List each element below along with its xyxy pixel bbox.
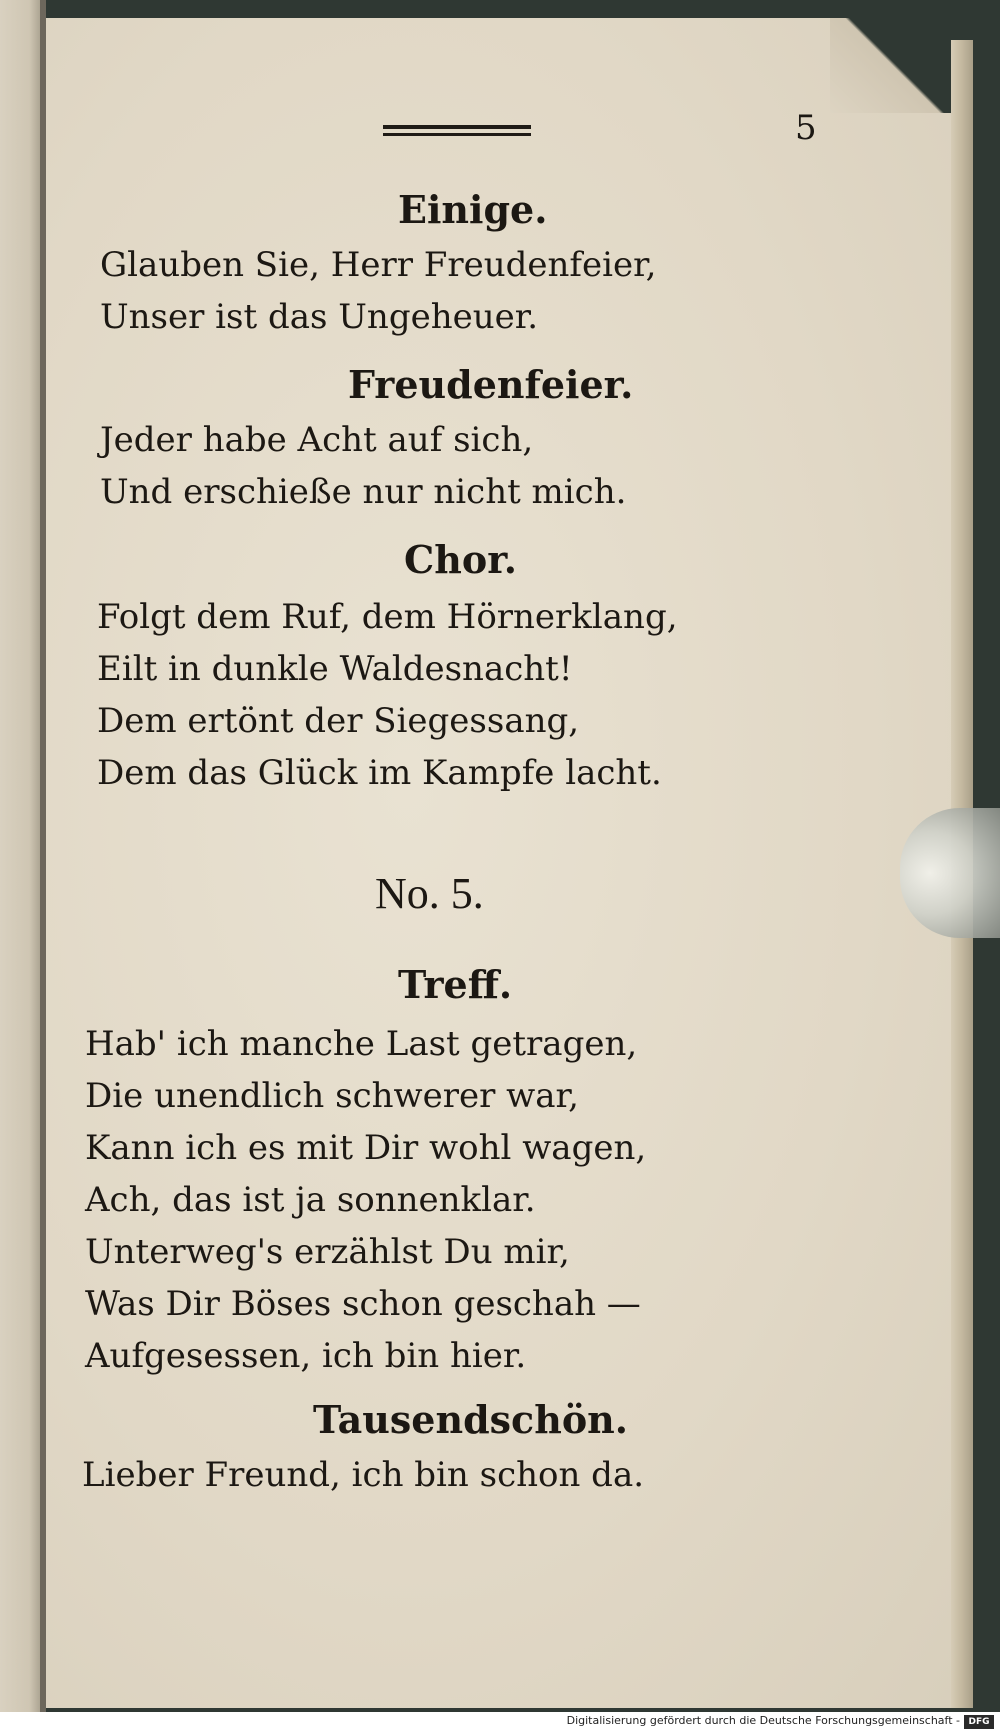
verse-line: Die unendlich schwerer war, xyxy=(85,1076,579,1116)
verse-line: Was Dir Böses schon geschah — xyxy=(85,1284,641,1324)
verse-line: Unser ist das Ungeheuer. xyxy=(100,297,539,337)
speaker-freudenfeier: Freudenfeier. xyxy=(348,362,634,407)
page-holder-clip xyxy=(900,808,1000,938)
page-number: 5 xyxy=(795,108,817,148)
funding-credit: Digitalisierung gefördert durch die Deutsche Forschungsgemeinschaft - xyxy=(566,1714,960,1727)
speaker-treff: Treff. xyxy=(398,962,513,1007)
verse-line: Ach, das ist ja sonnenklar. xyxy=(85,1180,536,1220)
verse-line: Lieber Freund, ich bin schon da. xyxy=(82,1455,645,1495)
facing-page-edge xyxy=(0,0,42,1712)
verse-line: Folgt dem Ruf, dem Hörnerklang, xyxy=(97,597,678,637)
verse-line: Eilt in dunkle Waldesnacht! xyxy=(97,649,573,689)
speaker-chor: Chor. xyxy=(404,537,517,582)
verse-line: Glauben Sie, Herr Freudenfeier, xyxy=(100,245,657,285)
number-heading: No. 5. xyxy=(375,869,484,918)
speaker-tausendschoen: Tausendschön. xyxy=(313,1397,629,1442)
speaker-einige: Einige. xyxy=(398,187,548,232)
verse-line: Kann ich es mit Dir wohl wagen, xyxy=(85,1128,647,1168)
verse-line: Aufgesessen, ich bin hier. xyxy=(85,1336,527,1376)
verse-line: Und erschieße nur nicht mich. xyxy=(100,472,627,512)
verse-line: Dem das Glück im Kampfe lacht. xyxy=(97,753,662,793)
verse-line: Jeder habe Acht auf sich, xyxy=(100,420,534,460)
page-corner-fold xyxy=(830,18,955,113)
verse-line: Dem ertönt der Siegessang, xyxy=(97,701,580,741)
verse-line: Hab' ich manche Last getragen, xyxy=(85,1024,638,1064)
header-double-rule xyxy=(383,125,531,136)
dfg-logo: DFG xyxy=(964,1715,994,1729)
verse-line: Unterweg's erzählst Du mir, xyxy=(85,1232,570,1272)
